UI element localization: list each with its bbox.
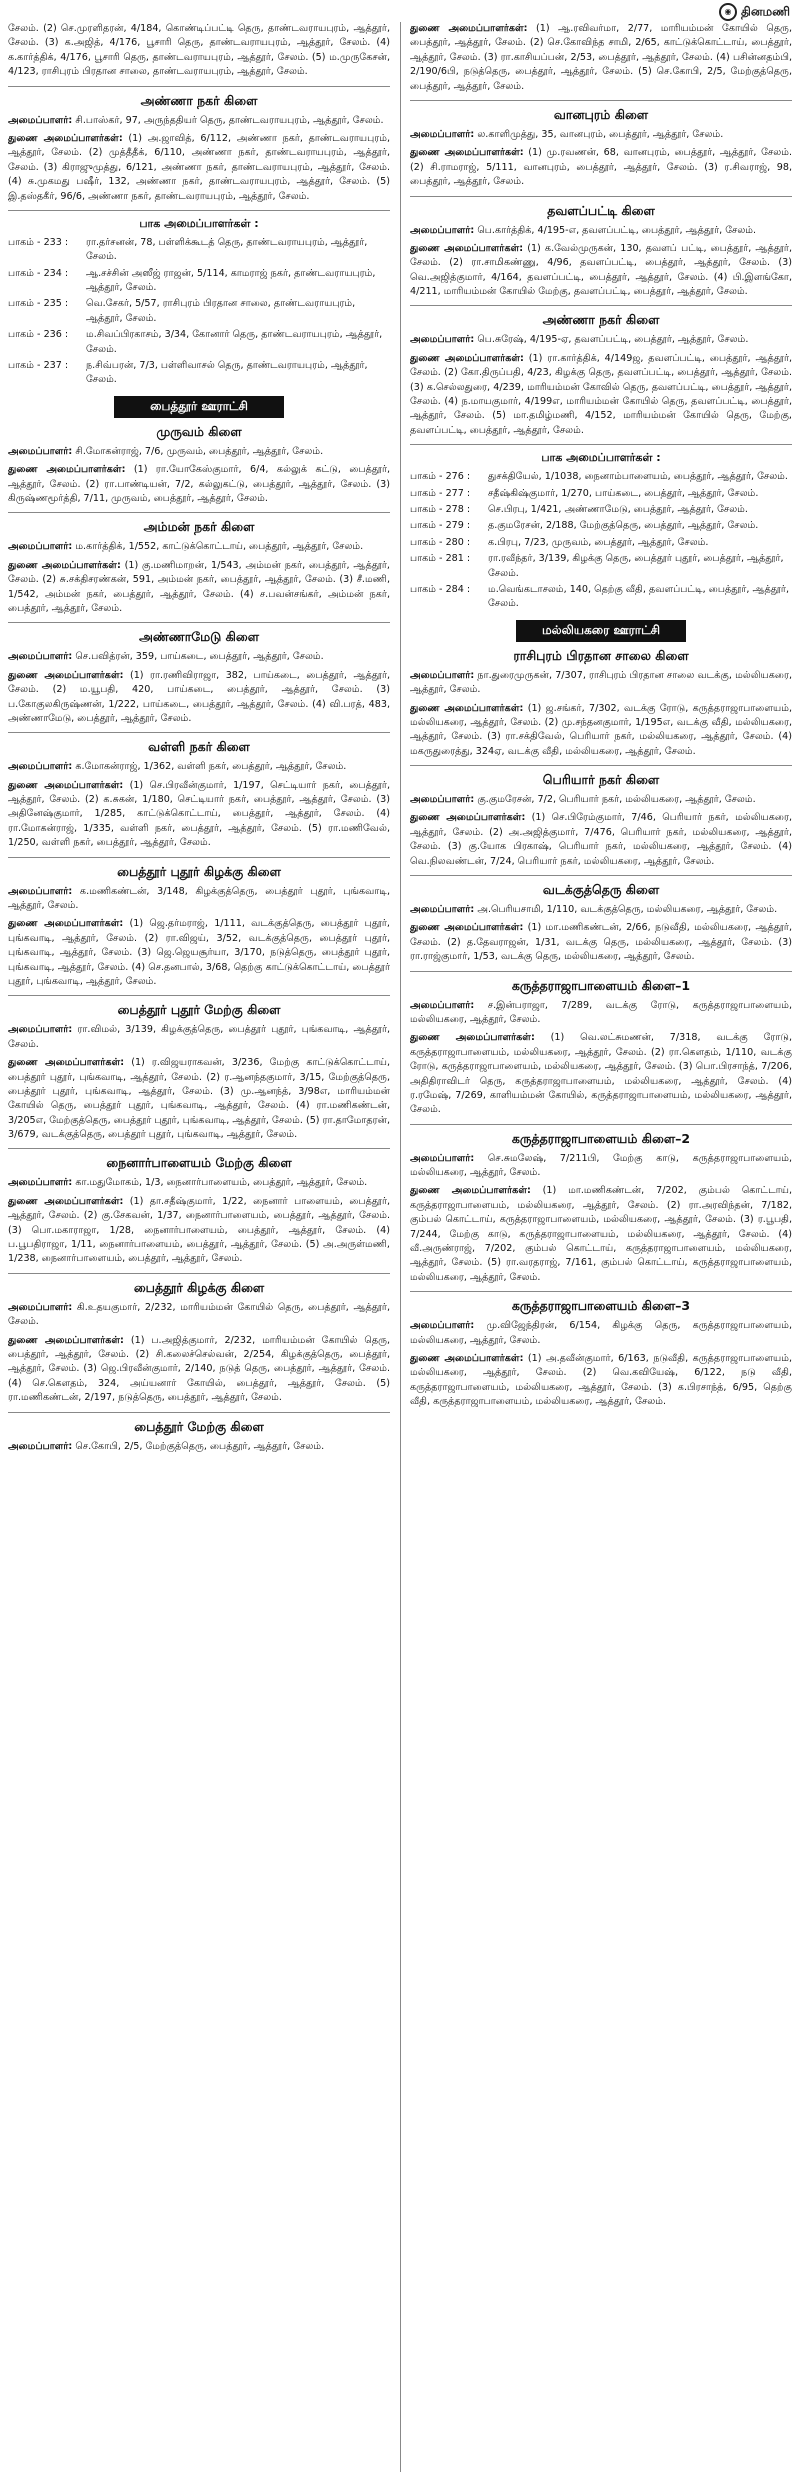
deputy-label: துணை அமைப்பாளர்கள்:	[410, 352, 524, 364]
branch-vanapuram	[410, 107, 792, 190]
deputy-label: துணை அமைப்பாளர்கள்:	[8, 464, 126, 476]
deputy-text: (1) தா.சதீஷ்குமார், 1/22, நைனார் பாளையம், பைத்தூர், ஆத்தூர், சேலம். (2) கு.சேகவன், 1/37, நைனார்பாளையம், பைத்தூர், ஆத்தூர், சேலம். (3) பொ.மகாராஜா, 1/28, நைனார்பாளையம், பைத்தூர், ஆத்தூர், சேலம். (4) ப.பூபதிராஜா, 1/11, நைனார்பாளையம், பைத்தூர், ஆத்தூர், சேலம். (5) அ.அருள்மணி, 1/238, நைனார்பாளையம், பைத்தூர், ஆத்தூர், சேலம்.	[8, 1195, 390, 1265]
organizer-text: செ.சுமலேஷ், 7/211பி, மேற்கு காடு, கருத்தராஜாபாளையம், மல்லியகரை, ஆத்தூர், சேலம்.	[410, 1152, 792, 1179]
organizer-label: அமைப்பாளர்:	[8, 761, 73, 773]
deputy-label: துணை அமைப்பாளர்கள்:	[8, 779, 124, 791]
branch-title: வடக்குத்தெரு கிளை	[542, 882, 660, 898]
organizer	[410, 224, 792, 238]
booth-row	[410, 487, 792, 501]
branch-title: வானபுரம் கிளை	[553, 106, 649, 122]
booth-row	[410, 503, 792, 517]
organizer	[410, 333, 792, 347]
organizer-label: அமைப்பாளர்:	[8, 541, 73, 553]
organizer-label: அமைப்பாளர்:	[410, 1320, 475, 1332]
booth-row	[410, 519, 792, 533]
deputy-text: (1) அ.தவீன்குமார், 6/163, நடுவீதி, கருத்தராஜாபாளையம், மல்லியகரை, ஆத்தூர், சேலம். (2) வெ.கவியேஷ், 6/122, நடு வீதி, கருத்தராஜாபாளையம், மல்லியகரை, ஆத்தூர், சேலம். (3) க.பிரசாந்த், 6/95, தெற்கு வீதி, கருத்தராஜாபாளையம், மல்லியகரை, ஆத்தூர், சேலம்.	[410, 1353, 792, 1408]
booth-number: பாகம் - 278 :	[410, 503, 471, 515]
deputy-text: (1) செ.பிரேம்குமார், 7/46, பெரியார் நகர், மல்லியகரை, ஆத்தூர், சேலம். (2) அ.அஜித்குமார், 7/476, பெரியார் நகர், மல்லியகரை, ஆத்தூர், சேலம். (3) கு.யோக பிரகாஷ், பெரியார் நகர், மல்லியகரை, ஆத்தூர், சேலம். (4) வெ.நிலவண்டன், 7/24, பெரியார் நகர், மல்லியகரை, ஆத்தூர், சேலம்.	[410, 812, 792, 867]
booth-row	[8, 328, 390, 357]
booth-title: பாக அமைப்பாளர்கள் :	[541, 451, 661, 465]
organizer-text: சி.பாஸ்கர், 97, அருந்ததியர் தெரு, தாண்டவராயபுரம், ஆத்தூர், சேலம்.	[72, 114, 384, 126]
branch-title: அண்ணாமேடு கிளை	[138, 629, 260, 645]
intro-paragraph: சேலம். (2) செ.முரளிதரன், 4/184, கொண்டிப்பட்டி தெரு, தாண்டவராயபுரம், ஆத்தூர், சேலம். (3) க.அஜித், 4/176, பூசாரி தெரு, தாண்டவராயபுரம், ஆத்தூர், சேலம். (4) க.கார்த்திக், 4/176, பூசாரி தெரு, தாண்டவராயபுரம், ஆத்தூர், சேலம். (5) ம.முருகேசன், 4/123, ராசிபுரம் பிரதான சாலை, தாண்டவராயபுரம், ஆத்தூர், சேலம்.	[8, 23, 390, 78]
deputy-organizers	[8, 1334, 390, 1406]
booth-number: பாகம் - 280 :	[410, 536, 471, 548]
deputy-organizers	[410, 1031, 792, 1117]
branch-puthur-east	[8, 864, 390, 990]
branch-vadakkutheru	[410, 882, 792, 965]
deputy-organizers	[410, 702, 792, 760]
separator	[410, 100, 792, 101]
organizer-text: பெ.சுரேஷ், 4/195-ஏ, தவளப்பட்டி, பைத்தூர், ஆத்தூர், சேலம்.	[474, 334, 749, 346]
booth-number: பாகம் - 281 :	[410, 553, 471, 565]
deputy-label: துணை அமைப்பாளர்கள்:	[410, 1185, 531, 1197]
organizer-text: செ.பவித்ரன், 359, பாய்கடை, பைத்தூர், ஆத்தூர், சேலம்.	[72, 651, 324, 663]
booth-organizers-1	[8, 217, 390, 388]
organizer	[410, 669, 792, 698]
booth-row	[8, 297, 390, 326]
organizer-label: அமைப்பாளர்:	[410, 669, 475, 681]
left-column	[8, 22, 390, 2472]
branch-title: நைனார்பாளையம் மேற்கு கிளை	[106, 1155, 292, 1171]
separator	[410, 875, 792, 876]
branch-title: ராசிபுரம் பிரதான சாலை கிளை	[513, 647, 689, 663]
deputy-organizers	[8, 1056, 390, 1142]
organizer	[410, 1319, 792, 1348]
organizer-label: அமைப்பாளர்:	[8, 885, 73, 897]
deputy-organizers	[410, 921, 792, 964]
deputy-organizers	[8, 132, 390, 204]
branch-annamedu	[8, 629, 390, 726]
separator	[410, 765, 792, 766]
booth-text: ம.வெங்கடாசலம், 140, தெற்கு வீதி, தவளப்பட்டி, பைத்தூர், ஆத்தூர், சேலம்.	[488, 583, 789, 610]
union-heading: பைத்தூர் ஊராட்சி	[114, 396, 284, 418]
branch-paithur-east	[8, 1280, 390, 1406]
continued-deputies	[410, 22, 792, 94]
separator	[8, 1412, 390, 1413]
branch-title: பைத்தூர் மேற்கு கிளை	[134, 1418, 264, 1434]
column-divider	[400, 22, 401, 2472]
organizer	[8, 445, 390, 459]
booth-text: ம.சிவப்பிரகாசம், 3/34, கோனார் தெரு, தாண்டவராயபுரம், ஆத்தூர், சேலம்.	[86, 329, 383, 355]
deputy-label: துணை அமைப்பாளர்கள்:	[410, 1353, 524, 1364]
deputy-text: (1) செ.பிரவீன்குமார், 1/197, செட்டியார் நகர், பைத்தூர், ஆத்தூர், சேலம். (2) க.சுகன், 1/180, செட்டியார் நகர், பைத்தூர், ஆத்தூர், சேலம். (3) அதினேஷ்குமார், 1/285, காட்டுக்கொட்டாய், பைத்தூர், ஆத்தூர், சேலம். (4) ரா.மோகன்ராஜ், 1/335, வள்ளி நகர், பைத்தூர், ஆத்தூர், சேலம். (5) ரா.மணிவேல், 1/250, வள்ளி நகர், பைத்தூர், ஆத்தூர், சேலம்.	[8, 779, 390, 849]
booth-number: பாகம் - 279 :	[410, 520, 471, 532]
booth-row	[8, 359, 390, 388]
booth-text: ந.சிவ்பரன், 7/3, பள்ளிவாசல் தெரு, தாண்டவராயபுரம், ஆத்தூர், சேலம்.	[86, 360, 368, 386]
organizer	[410, 793, 792, 807]
deputy-organizers	[410, 352, 792, 438]
organizer	[8, 1301, 390, 1330]
organizer-label: அமைப்பாளர்:	[8, 1024, 73, 1036]
separator	[410, 1291, 792, 1292]
booth-text: க.பிரபு, 7/23, முருவம், பைத்தூர், ஆத்தூர், சேலம்.	[488, 536, 709, 548]
deputy-text: (1) வெ.லட்சுமணன், 7/318, வடக்கு ரோடு, கருத்தராஜாபாளையம், மல்லியகரை, ஆத்தூர், சேலம். (2) ரா.கௌதம், 1/110, வடக்கு ரோடு, கருத்தராஜாபாளையம், மல்லியகரை, ஆத்தூர், சேலம். (3) பொ.பிரசாந்த், 7/206, அதிதிராவிடர் தெரு, கருத்தராஜாபாளையம், மல்லியகரை, ஆத்தூர், சேலம். (4) ர.ரமேஷ், 7/269, காளியம்மன் கோயில், கருத்தராஜாபாளையம், மல்லியகரை, ஆத்தூர், சேலம்.	[410, 1032, 792, 1116]
branch-title: வள்ளி நகர் கிளை	[148, 739, 250, 755]
booth-list	[8, 236, 390, 388]
deputy-label: துணை அமைப்பாளர்கள்:	[410, 147, 524, 159]
organizer-text: கு.குமரேசன், 7/2, பெரியார் நகர், மல்லியகரை, ஆத்தூர், சேலம்.	[474, 794, 756, 806]
booth-number: பாகம் - 233 :	[8, 236, 69, 248]
organizer-text: க.மணிகண்டன், 3/148, கிழக்குத்தெரு, பைத்தூர் புதூர், புங்கவாடி, ஆத்தூர், சேலம்.	[8, 885, 390, 912]
organizer-label: அமைப்பாளர்:	[410, 904, 475, 916]
booth-number: பாகம் - 234 :	[8, 267, 69, 279]
deputy-label: துணை அமைப்பாளர்கள்:	[410, 1032, 535, 1044]
organizer-text: அ.பெரியசாமி, 1/110, வடக்குத்தெரு, மல்லியகரை, ஆத்தூர், சேலம்.	[474, 904, 778, 916]
separator	[8, 512, 390, 513]
deputy-text: (1) ர.விஜயராகவன், 3/236, மேற்கு காட்டுக்கொட்டாய், பைத்தூர் புதூர், புங்கவாடி, ஆத்தூர், சேலம். (2) ர.ஆனந்தகுமார், 3/15, மேற்குத்தெரு, பைத்தூர் புதூர், புங்கவாடி, ஆத்தூர், சேலம். (3) மு.ஆனந்த், 3/98எ, மாரியம்மன் கோயில் தெரு, பைத்தூர் புதூர், புங்கவாடி, ஆத்தூர், சேலம். (4) ரா.மணிகண்டன், 3/205எ, மேற்குத்தெரு, பைத்தூர் புதூர், புங்கவாடி, ஆத்தூர், சேலம். (5) ரா.தாமோதரன், 3/679, வடக்குத்தெரு, பைத்தூர் புதூர், புங்கவாடி, ஆத்தூர், சேலம்.	[8, 1057, 390, 1141]
organizer-text: ச.இன்பராஜா, 7/289, வடக்கு ரோடு, கருத்தராஜாபாளையம், மல்லியகரை, ஆத்தூர், சேலம்.	[410, 999, 792, 1025]
branch-title: பைத்தூர் புதூர் மேற்கு கிளை	[117, 1002, 281, 1018]
organizer-label: அமைப்பாளர்:	[410, 1152, 475, 1164]
organizer-label: அமைப்பாளர்:	[8, 651, 73, 663]
deputy-text: (1) ரா.யோகேஸ்குமார், 6/4, கல்லுக் கட்டு, பைத்தூர், ஆத்தூர், சேலம். (2) ரா.பாண்டியன், 7/2, கல்லுகட்டு, பைத்தூர், ஆத்தூர், சேலம். (3) கிருஷ்ணமூர்த்தி, 7/11, முருவம், பைத்தூர், ஆத்தூர், சேலம்.	[8, 464, 390, 504]
deputy-organizers	[8, 917, 390, 989]
organizer-text: ரா.விமல், 3/139, கிழக்குத்தெரு, பைத்தூர் புதூர், புங்கவாடி, ஆத்தூர், சேலம்.	[8, 1024, 390, 1050]
branch-karuthara-3	[410, 1298, 792, 1409]
organizer-text: சி.மோகன்ராஜ், 7/6, முருவம், பைத்தூர், ஆத்தூர், சேலம்.	[72, 445, 324, 457]
booth-list	[410, 470, 792, 612]
branch-title: கருத்தராஜாபாளையம் கிளை–3	[511, 1298, 691, 1314]
organizer-text: நா.துரைமுருகன், 7/307, ராசிபுரம் பிரதான சாலை வடக்கு, மல்லியகரை, ஆத்தூர், சேலம்.	[410, 669, 792, 696]
separator	[410, 971, 792, 972]
branch-title: பைத்தூர் கிழக்கு கிளை	[133, 1279, 265, 1295]
deputy-organizers	[8, 559, 390, 617]
deputy-label: துணை அமைப்பாளர்கள்:	[8, 559, 121, 571]
branch-periyarnagar	[410, 772, 792, 869]
deputy-organizers	[410, 1184, 792, 1285]
separator	[410, 305, 792, 306]
organizer-text: செ.கோபி, 2/5, மேற்குத்தெரு, பைத்தூர், ஆத்தூர், சேலம்.	[72, 1440, 325, 1452]
organizer-label: அமைப்பாளர்:	[8, 1301, 73, 1313]
newspaper-logo	[719, 3, 790, 21]
organizer-label: அமைப்பாளர்:	[410, 224, 475, 236]
deputy-organizers	[410, 146, 792, 189]
organizer	[8, 650, 390, 664]
separator	[8, 1148, 390, 1149]
booth-text: துசக்தியேல், 1/1038, நைனாம்பாளையம், பைத்தூர், ஆத்தூர், சேலம்.	[488, 471, 788, 483]
branch-title: அம்மன் நகர் கிளை	[143, 519, 255, 535]
organizer-label: அமைப்பாளர்:	[410, 128, 475, 140]
branch-title: பெரியார் நகர் கிளை	[542, 772, 660, 788]
deputy-label: துணை அமைப்பாளர்கள்:	[410, 812, 526, 824]
separator	[8, 732, 390, 733]
branch-annanagar	[8, 93, 390, 204]
booth-row	[410, 552, 792, 581]
booth-number: பாகம் - 236 :	[8, 329, 69, 341]
booth-number: பாகம் - 277 :	[410, 487, 471, 499]
organizer-label: அமைப்பாளர்:	[8, 114, 73, 126]
deputy-text: (1) ப.அஜித்குமார், 2/232, மாரியம்மன் கோயில் தெரு, பைத்தூர், ஆத்தூர், சேலம். (2) சி.கலைச்செல்வன், 2/254, கிழக்குத்தெரு, பைத்தூர், ஆத்தூர், சேலம். (3) ஜெ.பிரவீன்குமார், 2/140, நடுத் தெரு, பைத்தூர், ஆத்தூர், சேலம். (4) செ.கௌதம், 324, அய்யனார் கோயில், பைத்தூர், ஆத்தூர், சேலம். (5) ரா.மணிகண்டன், 2/197, நடுத்தெரு, பைத்தூர், ஆத்தூர், சேலம்.	[8, 1334, 390, 1404]
branch-title: அண்ணா நகர் கிளை	[140, 92, 258, 108]
organizer-text: ல.காளிமுத்து, 35, வானபுரம், பைத்தூர், ஆத்தூர், சேலம்.	[474, 128, 724, 140]
booth-text: சதீஷ்கிஷ்குமார், 1/270, பாய்கடை, பைத்தூர், ஆத்தூர், சேலம்.	[488, 487, 759, 499]
deputy-text: (1) மா.மணிகண்டன், 7/202, கும்பல் கொட்டாய், கருத்தராஜாபாளையம், மல்லியகரை, ஆத்தூர், சேலம். (2) ரா.அரவிந்தன், 7/182, கும்பல் கொட்டாய், கருத்தராஜாபாளையம், மல்லியகரை, ஆத்தூர், சேலம். (3) ர.பூபதி, 7/244, மேற்கு காடு, கருத்தராஜாபாளையம், மல்லியகரை, ஆத்தூர், சேலம். (4) வீ.அருண்ராஜ், 7/202, கும்பல் கொட்டாய், கருத்தராஜாபாளையம், மல்லியகரை, ஆத்தூர், சேலம். (5) ரா.வரதராஜ், 7/161, கும்பல் கொட்டாய், கருத்தராஜாபாளையம், மல்லியகரை, ஆத்தூர், சேலம்.	[410, 1185, 792, 1283]
separator	[8, 622, 390, 623]
organizer-text: மு.விஜேந்திரன், 6/154, கிழக்கு தெரு, கருத்தராஜாபாளையம், மல்லியகரை, ஆத்தூர், சேலம்.	[410, 1320, 792, 1346]
branch-rasipuram	[410, 648, 792, 759]
deputy-organizers	[8, 779, 390, 851]
organizer	[8, 760, 390, 774]
separator	[410, 1124, 792, 1125]
deputy-label: துணை அமைப்பாளர்கள்:	[410, 242, 524, 254]
page-header	[0, 0, 800, 22]
deputy-text: (1) ஜ.சங்கர், 7/302, வடக்கு ரோடு, கருத்தராஜாபாளையம், மல்லியகரை, ஆத்தூர், சேலம். (2) மு.சந்தனகுமார், 1/195எ, வடக்கு வீதி, மல்லியகரை, ஆத்தூர், சேலம். (3) ரா.சக்திவேல், பெரியார் நகர், மல்லியகரை, ஆத்தூர், சேலம். (4) மகருதுரைத்து, 324ஏ, வடக்கு வீதி, மல்லியகரை, ஆத்தூர், சேலம்.	[410, 702, 792, 757]
booth-text: ரா.ரவீந்தர், 3/139, கிழக்கு தெரு, பைத்தூர் புதூர், பைத்தூர், ஆத்தூர், சேலம்.	[488, 553, 784, 579]
organizer-text: க.மோகன்ராஜ், 1/362, வள்ளி நகர், பைத்தூர், ஆத்தூர், சேலம்.	[72, 761, 347, 773]
branch-title: கருத்தராஜாபாளையம் கிளை–2	[511, 1130, 691, 1146]
booth-number: பாகம் - 276 :	[410, 471, 471, 483]
branch-puthur-west	[8, 1002, 390, 1142]
booth-text: செ.பிரபு, 1/421, அண்ணாமேடு, பைத்தூர், ஆத்தூர், சேலம்.	[488, 503, 748, 515]
deputy-label: துணை அமைப்பாளர்கள்:	[8, 1334, 124, 1346]
booth-row	[410, 470, 792, 484]
logo-icon: ◉	[719, 3, 737, 21]
branch-title: தவளப்பட்டி கிளை	[547, 202, 655, 218]
booth-row	[8, 236, 390, 265]
deputy-organizers	[8, 669, 390, 727]
deputy-text: (1) அ.ஜாவித், 6/112, அண்ணா நகர், தாண்டவராயபுரம், ஆத்தூர், சேலம். (2) முத்தீதீக், 6/110, அண்ணா நகர், தாண்டவராயபுரம், ஆத்தூர், சேலம். (3) கிராஜுமுத்து, 6/121, அண்ணா நகர், தாண்டவராயபுரம், ஆத்தூர், சேலம். (4) சு.முகமது பஷீர், 132, அண்ணா நகர், தாண்டவராயபுரம், ஆத்தூர், சேலம். (5) இ.தஸ்தகீர், 96/6, அண்ணா நகர், தாண்டவராயபுரம், ஆத்தூர், சேலம்.	[8, 132, 390, 202]
branch-annanagar-2	[410, 312, 792, 438]
organizer-label: அமைப்பாளர்:	[8, 1177, 73, 1189]
deputy-text: (1) மா.மணிகண்டன், 2/66, நடுவீதி, மல்லியகரை, ஆத்தூர், சேலம். (2) த.தேவராஜன், 1/31, வடக்கு தெரு, மல்லியகரை, ஆத்தூர், சேலம். (3) ரா.ராஜ்குமார், 1/53, வடக்கு தெரு, மல்லியகரை, ஆத்தூர், சேலம்.	[410, 922, 792, 963]
deputy-text: (1) ரா.ரணிவிராஜா, 382, பாய்கடை, பைத்தூர், ஆத்தூர், சேலம். (2) ம.யூபதி, 420, பாய்கடை, பைத்தூர், ஆத்தூர், சேலம். (3) ப.கோகுலகிருஷ்ணன், 1/222, பாய்கடை, பைத்தூர், ஆத்தூர், சேலம். (4) வி.பரத், 483, அண்ணாமேடு, பைத்தூர், ஆத்தூர், சேலம்.	[8, 669, 390, 724]
separator	[8, 86, 390, 87]
separator	[8, 857, 390, 858]
deputy-text: (1) கு.மணிமாறன், 1/543, அம்மன் நகர், பைத்தூர், ஆத்தூர், சேலம். (2) சு.சக்திசரண்கன், 591, அம்மன் நகர், பைத்தூர், ஆத்தூர், சேலம். (3) சீ.மணி, 1/542, அம்மன் நகர், பைத்தூர், ஆத்தூர், சேலம். (4) ச.பவன்சங்கர், அம்மன் நகர், பைத்தூர், ஆத்தூர், சேலம்.	[8, 559, 390, 614]
organizer-label: அமைப்பாளர்:	[8, 445, 73, 457]
deputy-text: (1) ஜெ.தர்மராஜ், 1/111, வடக்குத்தெரு, பைத்தூர் புதூர், புங்கவாடி, ஆத்தூர், சேலம். (2) ரா.விஜய், 3/52, வடக்குத்தெரு, பைத்தூர் புதூர், புங்கவாடி, ஆத்தூர், சேலம். (3) ஜெ.ஜெயசூர்யா, 3/170, நடுத்தெரு, பைத்தூர் புதூர், புங்கவாடி, ஆத்தூர், சேலம். (4) செ.தனபால், 3/68, தெற்கு காட்டுக்கொட்டாய், பைத்தூர் புதூர், புங்கவாடி, ஆத்தூர், சேலம்.	[8, 918, 390, 987]
booth-row	[410, 583, 792, 612]
branch-vallinagar	[8, 739, 390, 850]
deputy-organizers	[410, 242, 792, 300]
organizer	[410, 999, 792, 1028]
booth-row	[410, 536, 792, 550]
separator	[8, 995, 390, 996]
organizer	[410, 903, 792, 917]
branch-muruvam	[8, 424, 390, 507]
deputy-organizers	[410, 811, 792, 869]
deputy-label: துணை அமைப்பாளர்கள்:	[410, 702, 524, 714]
organizer-text: கி.உதயகுமார், 2/232, மாரியம்மன் கோயில் தெரு, பைத்தூர், ஆத்தூர், சேலம்.	[8, 1301, 390, 1328]
branch-karuthara-1	[410, 978, 792, 1118]
deputy-label: துணை அமைப்பாளர்கள்:	[8, 1195, 124, 1207]
separator	[8, 210, 390, 211]
separator	[410, 196, 792, 197]
organizer-label: அமைப்பாளர்:	[8, 1440, 73, 1452]
right-column	[410, 22, 792, 2472]
organizer-text: கா.மதுமோகம், 1/3, நைனார்பாளையம், பைத்தூர், ஆத்தூர், சேலம்.	[72, 1177, 368, 1189]
deputy-text: (1) க.வேல்முருகன், 130, தவளப் பட்டி, பைத்தூர், ஆத்தூர், சேலம். (2) ரா.சாமிகண்ணு, 4/96, தவளப்பட்டி, பைத்தூர், ஆத்தூர், சேலம். (3) வெ.அஜித்குமார், 4/164, தவளப்பட்டி, பைத்தூர், ஆத்தூர், சேலம். (4) பி.இளங்கோ, 4/211, மாரியம்மன் கோயில் மேற்கு, தவளப்பட்டி, பைத்தூர், ஆத்தூர், சேலம்.	[410, 242, 792, 298]
organizer	[8, 1023, 390, 1052]
branch-title: அண்ணா நகர் கிளை	[542, 312, 660, 328]
organizer-text: ம.கார்த்திக், 1/552, காட்டுக்கொட்டாய், பைத்தூர், ஆத்தூர், சேலம்.	[72, 541, 364, 553]
organizer-label: அமைப்பாளர்:	[410, 999, 475, 1011]
booth-number: பாகம் - 284 :	[410, 583, 471, 595]
branch-karuthara-2	[410, 1131, 792, 1286]
organizer	[8, 114, 390, 128]
organizer-label: அமைப்பாளர்:	[410, 794, 475, 806]
branch-thavalapatti	[410, 203, 792, 300]
organizer	[410, 1152, 792, 1181]
union-heading: மல்லியகரை ஊராட்சி	[516, 620, 686, 642]
booth-text: ரா.தர்சனன், 78, பள்ளிக்கூடத் தெரு, தாண்டவராயபுரம், ஆத்தூர், சேலம்.	[86, 236, 368, 263]
deputy-label: துணை அமைப்பாளர்கள்:	[8, 669, 124, 681]
deputy-label: துணை அமைப்பாளர்கள்:	[8, 132, 123, 144]
organizer	[8, 885, 390, 914]
deputy-label: துணை அமைப்பாளர்கள்:	[8, 918, 124, 930]
branch-title: பைத்தூர் புதூர் கிழக்கு கிளை	[117, 863, 281, 879]
deputy-text: (1) மு.ரவணன், 68, வானபுரம், பைத்தூர், ஆத்தூர், சேலம். (2) சி.ராமராஜ், 5/111, வானபுரம், பைத்தூர், ஆத்தூர், சேலம். (3) ர.சிவராஜ், 98, பைத்தூர், ஆத்தூர், சேலம்.	[410, 147, 792, 188]
organizer	[8, 1176, 390, 1190]
booth-row	[8, 267, 390, 296]
booth-title: பாக அமைப்பாளர்கள் :	[139, 216, 259, 230]
organizer-text: பெ.கார்த்திக், 4/195-எ, தவளப்பட்டி, பைத்தூர், ஆத்தூர், சேலம்.	[474, 224, 757, 236]
booth-number: பாகம் - 237 :	[8, 360, 69, 372]
deputy-label: துணை அமைப்பாளர்கள்:	[8, 1057, 125, 1069]
booth-organizers-2	[410, 451, 792, 612]
organizer	[8, 1440, 390, 1454]
separator	[8, 1273, 390, 1274]
deputy-label: துணை அமைப்பாளர்கள்:	[410, 922, 524, 934]
deputy-organizers	[8, 1195, 390, 1267]
separator	[410, 444, 792, 445]
booth-text: ஆ.சச்சின் அஸீஜ் ராஜன், 5/114, காமராஜ் நகர், தாண்டவராயபுரம், ஆத்தூர், சேலம்.	[86, 267, 376, 294]
branch-title: கருத்தராஜாபாளையம் கிளை–1	[511, 977, 691, 993]
branch-nainarpalayam	[8, 1155, 390, 1266]
deputy-organizers	[410, 1352, 792, 1410]
organizer	[410, 128, 792, 142]
organizer	[8, 540, 390, 554]
branch-ammannagar	[8, 519, 390, 616]
branch-paithur-west	[8, 1419, 390, 1454]
booth-text: த.குமரேசன், 2/188, மேற்குத்தெரு, பைத்தூர், ஆத்தூர், சேலம்.	[488, 520, 759, 532]
booth-text: வெ.சேகர், 5/57, ராசிபுரம் பிரதான சாலை, தாண்டவராயபுரம், ஆத்தூர், சேலம்.	[86, 298, 356, 324]
deputy-label: துணை அமைப்பாளர்கள்:	[410, 23, 528, 34]
deputy-text: (1) ஆ.ரவிவர்மா, 2/77, மாரியம்மன் கோயில் தெரு, பைத்தூர், ஆத்தூர், சேலம். (2) செ.கோவிந்த சாமி, 2/65, காட்டுக்கொட்டாய், பைத்தூர், ஆத்தூர், சேலம். (3) ரா.காசியப்பன், 2/53, பைத்தூர், ஆத்தூர், சேலம். (4) பசின்னதம்பி, 2/190/6பி, நடுத்தெரு, பைத்தூர், ஆத்தூர், சேலம். (5) செ.கோபி, 2/5, மேற்குத்தெரு, பைத்தூர், ஆத்தூர், சேலம்.	[410, 23, 792, 92]
deputy-organizers	[8, 463, 390, 506]
logo-text: தினமணி	[741, 4, 790, 19]
branch-title: முருவம் கிளை	[156, 423, 242, 439]
organizer-label: அமைப்பாளர்:	[410, 334, 475, 346]
deputy-text: (1) ரா.கார்த்திக், 4/149ஜ, தவளப்பட்டி, பைத்தூர், ஆத்தூர், சேலம். (2) கோ.திருப்பதி, 4/23, கிழக்கு தெரு, தவளப்பட்டி, பைத்தூர், ஆத்தூர், சேலம். (3) க.செல்லதுரை, 4/239, மாரியம்மன் கோவில் தெரு, தவளப்பட்டி, பைத்தூர், ஆத்தூர், சேலம். (4) ந.மாயகுமார், 4/199எ, மாரியம்மன் கோயில் தெரு, தவளப்பட்டி, பைத்தூர், ஆத்தூர், சேலம். (5) மா.தமிழ்மணி, 4/152, மாரியம்மன் கோயில் தெரு, மேற்கு, தவளப்பட்டி, பைத்தூர், ஆத்தூர், சேலம்.	[410, 352, 792, 436]
booth-number: பாகம் - 235 :	[8, 298, 69, 310]
